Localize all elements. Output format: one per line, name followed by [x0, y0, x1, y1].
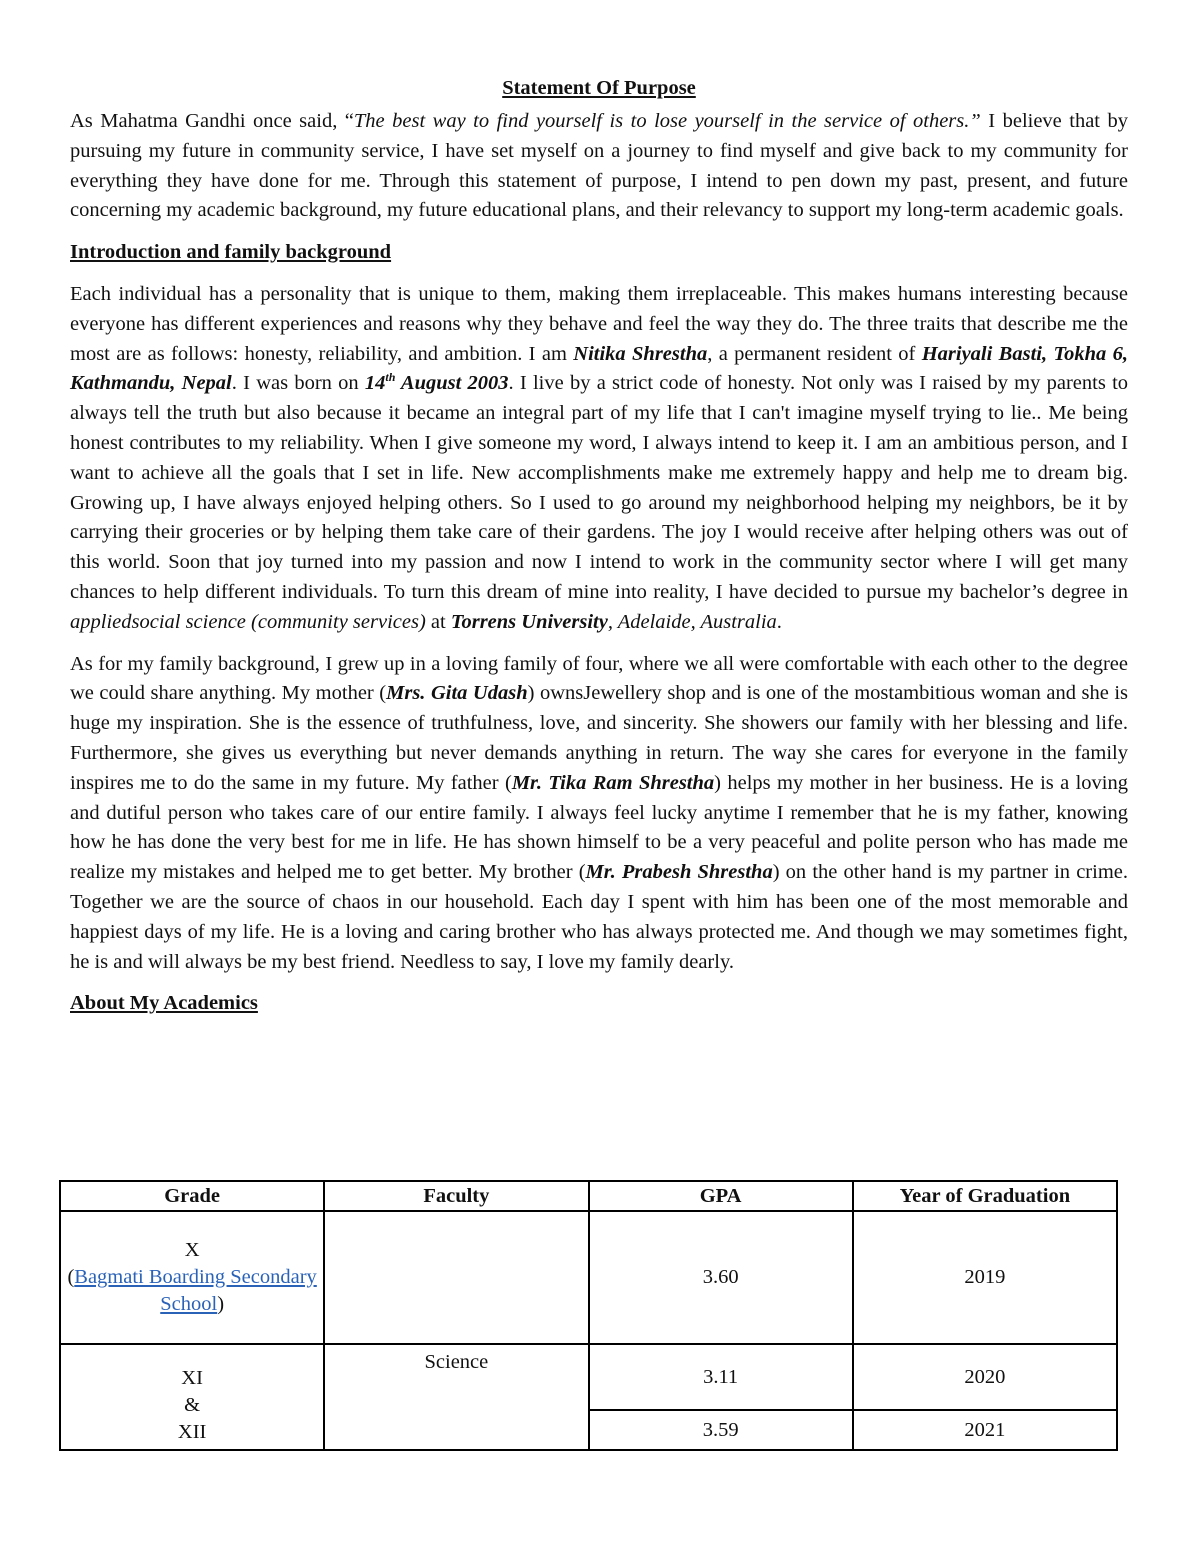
- brother-name: Mr. Prabesh Shrestha: [585, 861, 773, 884]
- table-header-row: [60, 1181, 1117, 1211]
- applicant-address: Hariyali Basti, Tokha 6, Kathmandu, Nepal: [70, 342, 1128, 395]
- header-grade: Grade: [60, 1181, 324, 1211]
- year-cell-xi: 2020: [853, 1344, 1117, 1410]
- gpa-cell-xi: 3.11: [589, 1344, 853, 1410]
- mother-name: Mrs. Gita Udash: [386, 682, 528, 705]
- university-location: , Adelaide, Australia: [607, 610, 777, 633]
- introduction-paragraph: Each individual has a personality that is unique to them, making them irreplaceable. This makes humans interesting because everyone has different experiences and reasons why they behave and feel the way they do. The three traits that describe me the most are as follows: honesty, reliability, and ambition. I am Nitika Shrestha, a permanent resident of Hariyali Basti, Tokha 6, Kathmandu, Nepal. I was born on 14th August 2003. I live by a strict code of honesty. Not only was I raised by my parents to always tell the truth but also because it became an integral part of my life that I can't imagine myself trying to lie.. Me being honest contributes to my reliability. When I give someone my word, I always intend to keep it. I am an ambitious person, and I want to achieve all the goals that I set in life. New accomplishments make me extremely happy and help me to dream big. Growing up, I have always enjoyed helping others. So I used to go around my neighborhood helping my neighbors, be it by carrying their groceries or by helping them take care of their gardens. The joy I would receive after helping others was out of this world. Soon that joy turned into my passion and now I intend to work in the community sector where I will get many chances to help different individuals. To turn this dream of mine into reality, I have decided to pursue my bachelor’s degree in appliedsocial science (community services) at Torrens University, Adelaide, Australia.: [70, 282, 1129, 633]
- gpa-cell-x: 3.60: [589, 1211, 853, 1344]
- document-title: Statement Of Purpose: [502, 77, 696, 99]
- gpa-cell-xii: 3.59: [589, 1410, 853, 1450]
- father-name: Mr. Tika Ram Shrestha: [511, 771, 715, 794]
- header-faculty: Faculty: [324, 1181, 588, 1211]
- intro-paragraph: As Mahatma Gandhi once said, “The best way to find yourself is to lose yourself in the service of others.” I believe that by pursuing my future in community service, I have set myself on a journey to find myself and give back to my community for everything they have done for me. Through this statement of purpose, I intend to pen down my past, present, and future concerning my academic background, my future educational plans, and their relevancy to support my long-term academic goals.: [70, 110, 1128, 222]
- academics-table: [59, 1180, 1118, 1451]
- university-name: Torrens University: [450, 610, 608, 633]
- faculty-cell-x: [324, 1211, 588, 1344]
- grade-cell-xi-xii: XI & XII: [60, 1344, 324, 1450]
- date-of-birth: 14th August 2003: [364, 370, 509, 395]
- family-paragraph: As for my family background, I grew up in a loving family of four, where we all were comfortable with each other to the degree we could share anything. My mother (Mrs. Gita Udash) ownsJewellery shop and is one of the mostambitious woman and she is huge my inspiration. She is the essence of truthfulness, love, and sincerity. She showers our family with her blessing and life. Furthermore, she gives us everything but never demands anything in return. The way she cares for everyone in the family inspires me to do the same in my future. My father (Mr. Tika Ram Shrestha) helps my mother in her business. He is a loving and dutiful person who takes care of our entire family. I always feel lucky anytime I remember that he is my father, knowing how he has done the very best for me in life. He has shown himself to be a very peaceful and polite person who has made me realize my mistakes and helped me to get better. My brother (Mr. Prabesh Shrestha) on the other hand is my partner in crime. Together we are the source of chaos in our household. Each day I spent with him has been one of the most memorable and happiest days of my life. He is a loving and caring brother who has always protected me. And though we may sometimes fight, he is and will always be my best friend. Needless to say, I love my family dearly.: [70, 652, 1128, 973]
- year-cell-x: 2019: [853, 1211, 1117, 1344]
- grade-cell-x: X (Bagmati Boarding Secondary School): [60, 1211, 324, 1344]
- faculty-cell-science: Science: [324, 1344, 588, 1450]
- header-gpa: GPA: [589, 1181, 853, 1211]
- course-name: appliedsocial science (community services): [70, 610, 426, 633]
- table-row: [60, 1211, 1117, 1344]
- section-heading-academics: About My Academics: [70, 992, 258, 1015]
- table-row: [60, 1344, 1117, 1410]
- section-heading-introduction: Introduction and family background: [70, 241, 392, 264]
- document-page: [70, 70, 1128, 1029]
- applicant-name: Nitika Shrestha: [573, 342, 708, 365]
- school-link[interactable]: Bagmati Boarding Secondary School: [74, 1266, 317, 1315]
- year-cell-xii: 2021: [853, 1410, 1117, 1450]
- header-year: Year of Graduation: [853, 1181, 1117, 1211]
- gandhi-quote: The best way to find yourself is to lose yourself in the service of others.”: [353, 110, 981, 132]
